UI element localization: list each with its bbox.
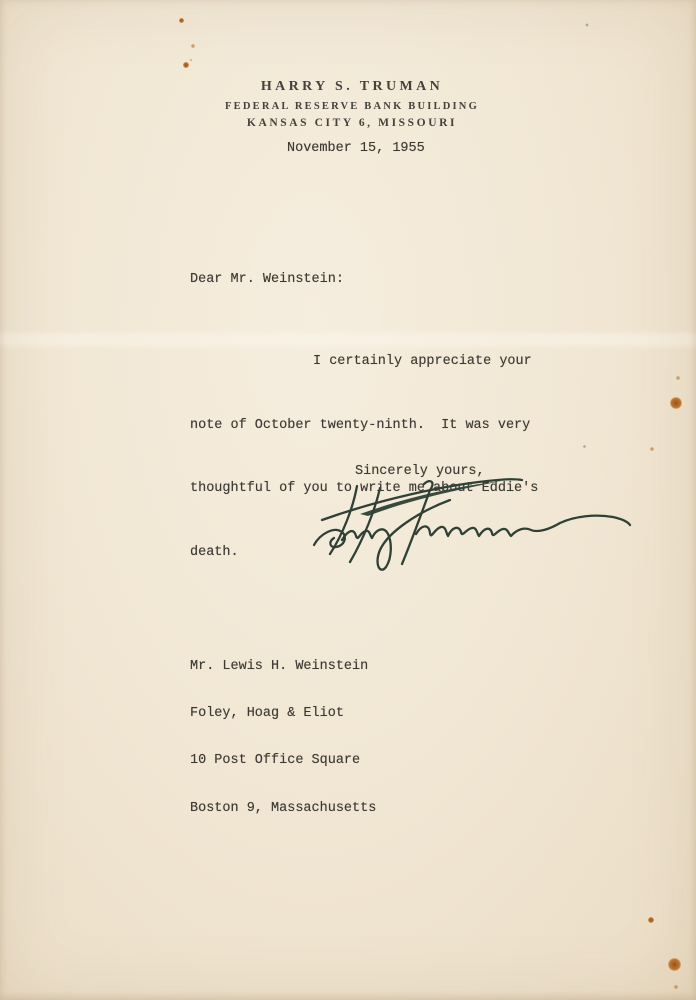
foxing-spot: [190, 59, 192, 61]
recipient-line: Mr. Lewis H. Weinstein: [190, 659, 369, 674]
salutation: Dear Mr. Weinstein:: [190, 272, 344, 287]
foxing-spot: [668, 958, 681, 971]
paper-speck: [585, 23, 589, 27]
foxing-spot: [674, 985, 678, 989]
foxing-spot: [191, 44, 195, 48]
body-line: I certainly appreciate your: [313, 354, 532, 369]
recipient-line: Boston 9, Massachusetts: [190, 800, 377, 816]
foxing-spot: [583, 445, 586, 448]
foxing-spot: [650, 447, 654, 451]
foxing-spot: [179, 18, 184, 23]
letterhead-city-line: KANSAS CITY 6, MISSOURI: [246, 117, 458, 129]
foxing-spot: [183, 62, 189, 68]
recipient-line: Foley, Hoag & Eliot: [190, 706, 344, 722]
foxing-spot: [676, 376, 680, 380]
letterhead: [0, 80, 696, 129]
foxing-spot: [648, 917, 654, 923]
signature-harry-truman-icon: [298, 474, 638, 574]
body-line: note of October twenty-ninth. It was very: [190, 417, 531, 433]
letterhead-building-line: FEDERAL RESERVE BANK BUILDING: [225, 101, 479, 112]
foxing-spot: [670, 397, 682, 409]
date-line: November 15, 1955: [287, 141, 425, 156]
letterhead-name: HARRY S. TRUMAN: [260, 79, 444, 94]
body-line: thoughtful of you to write me about Eddie's: [190, 481, 539, 496]
recipient-address: [190, 628, 376, 847]
recipient-line: 10 Post Office Square: [190, 753, 361, 769]
closing: Sincerely yours,: [355, 464, 485, 479]
body-line: death.: [190, 544, 239, 560]
